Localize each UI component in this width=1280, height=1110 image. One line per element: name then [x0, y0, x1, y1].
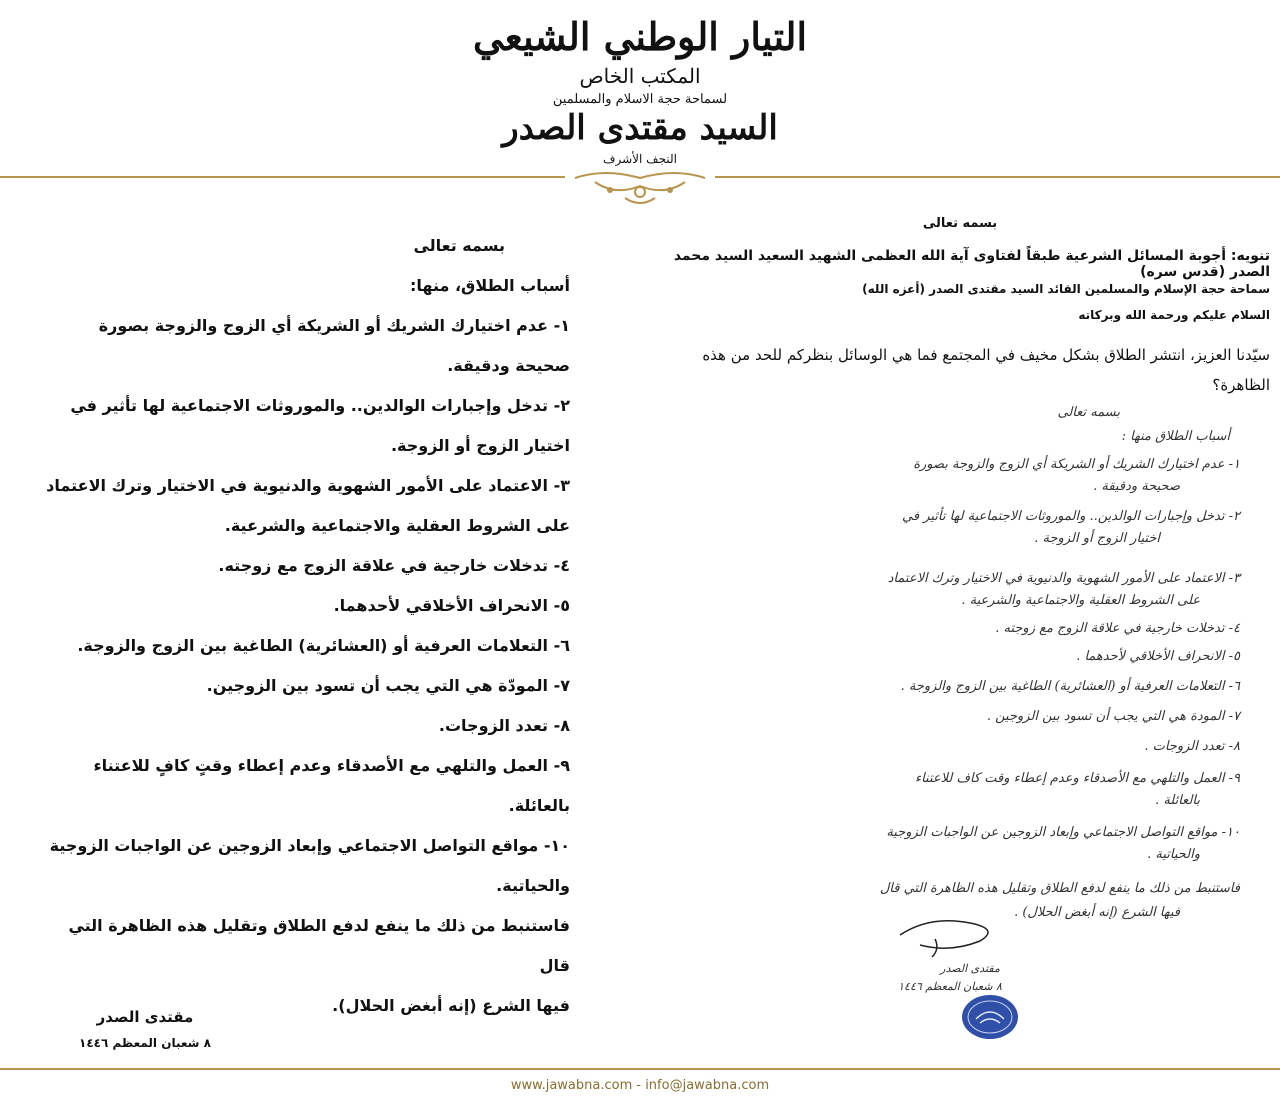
answer-line: والحياتية. [496, 876, 570, 895]
answer-line: ٩- العمل والتلهي مع الأصدقاء وعدم إعطاء وقتٍ كافٍ للاعتناء [93, 756, 570, 775]
answer-line: ١- عدم اختيارك الشريك أو الشريكة أي الزوج والزوجة بصورة [98, 316, 570, 335]
answer-line: فيها الشرع (إنه أبغض الحلال). [332, 996, 570, 1015]
answer-line: اختيار الزوج أو الزوجة. [390, 436, 570, 455]
handwritten-line: ١٠- مواقع التواصل الاجتماعي وإبعاد الزوجين عن الواجبات الزوجية [886, 825, 1240, 840]
handwritten-line: ٩- العمل والتلهي مع الأصدقاء وعدم إعطاء وقت كاف للاعتناء [914, 771, 1240, 786]
handwritten-line: ٣- الاعتماد على الأمور الشهوية والدنيوية في الاختيار وترك الاعتماد [887, 571, 1240, 586]
letterhead-city: النجف الأشرف [603, 152, 677, 166]
handwritten-line: ٤- تدخلات خارجية في علاقة الزوج مع زوجته . [995, 621, 1240, 636]
answer-signature-name: مقتدى الصدر [96, 1008, 194, 1026]
letterhead-name: السيد مقتدى الصدر [502, 108, 778, 148]
answer-basmala: بسمه تعالى [413, 236, 505, 255]
handwritten-line: ٢- تدخل وإجبارات الوالدين.. والموروثات الاجتماعية لها تأثير في [902, 509, 1240, 524]
handwritten-line: بالعائلة . [1155, 793, 1200, 808]
question-greeting: السلام عليكم ورحمة الله وبركاته [1078, 308, 1270, 322]
answer-line: ٧- المودّة هي التي يجب أن تسود بين الزوجين. [206, 676, 570, 695]
answer-line: ٨- تعدد الزوجات. [438, 716, 570, 735]
handwritten-line: والحياتية . [1147, 847, 1200, 862]
typed-answer [40, 226, 570, 1026]
answer-signature-date: ٨ شعبان المعظم ١٤٤٦ [79, 1036, 211, 1050]
footer-divider [0, 1068, 1280, 1070]
handwritten-line: ١- عدم اختيارك الشريك أو الشريكة أي الزوج والزوجة بصورة [913, 457, 1240, 472]
handwritten-line: ٨- تعدد الزوجات . [1144, 739, 1240, 754]
answer-line: ٦- التعلامات العرفية أو (العشائرية) الطاغية بين الزوج والزوجة. [77, 636, 570, 655]
handwritten-line: بسمه تعالى [1057, 405, 1120, 420]
handwritten-line: صحيحة ودقيقة . [1093, 479, 1180, 494]
answer-line: ١٠- مواقع التواصل الاجتماعي وإبعاد الزوجين عن الواجبات الزوجية [49, 836, 570, 855]
footer-contact: www.jawabna.com - info@jawabna.com [510, 1078, 770, 1093]
answer-line: على الشروط العقلية والاجتماعية والشرعية. [224, 516, 570, 535]
question-basmala: بسمه تعالى [922, 216, 998, 231]
handwritten-line: ٥- الانحراف الأخلاقي لأحدهما . [1076, 649, 1240, 664]
handwritten-line: ٦- التعلامات العرفية أو (العشائرية) الطاغية بين الزوج والزوجة . [900, 679, 1240, 694]
letterhead-honorific: لسماحة حجة الاسلام والمسلمين [552, 92, 728, 107]
answer-line: بالعائلة. [508, 796, 570, 815]
answer-line: صحيحة ودقيقة. [447, 356, 570, 375]
question-text: سيّدنا العزيز، انتشر الطلاق بشكل مخيف في المجتمع فما هي الوسائل بنظركم للحد من هذه الظاهرة؟ [702, 346, 1270, 394]
question-address: سماحة حجة الإسلام والمسلمين القائد السيد مقتدى الصدر (أعزه الله) [862, 282, 1270, 296]
letterhead-office: المكتب الخاص [579, 64, 701, 88]
handwritten-line: ٧- المودة هي التي يجب أن تسود بين الزوجين . [986, 709, 1240, 724]
handwritten-signature-name: مقتدى الصدر [940, 962, 1000, 975]
handwritten-line: أسباب الطلاق منها : [1121, 429, 1230, 444]
ornament-icon [565, 168, 715, 210]
handwritten-line: اختيار الزوج أو الزوجة . [1034, 531, 1160, 546]
answer-line: ٢- تدخل وإجبارات الوالدين.. والموروثات الاجتماعية لها تأثير في [70, 396, 570, 415]
question-notice: تنويه: أجوبة المسائل الشرعية طبقاً لفتاوى آية الله العظمى الشهيد السعيد السيد محمد الصدر (قدس سره) [673, 248, 1270, 280]
handwritten-line: على الشروط العقلية والاجتماعية والشرعية . [961, 593, 1200, 608]
signature-icon [880, 905, 1010, 965]
answer-line: ٤- تدخلات خارجية في علاقة الزوج مع زوجته. [218, 556, 570, 575]
answer-line: أسباب الطلاق، منها: [410, 276, 570, 295]
handwritten-line: فاستنبط من ذلك ما ينفع لدفع الطلاق وتقليل هذه الظاهرة التي قال [879, 881, 1240, 896]
answer-line: ٣- الاعتماد على الأمور الشهوية والدنيوية في الاختيار وترك الاعتماد [46, 476, 570, 495]
letterhead-title: التيار الوطني الشيعي [472, 14, 808, 59]
handwritten-signature-date: ٨ شعبان المعظم ١٤٤٦ [898, 980, 1002, 993]
seal-icon [960, 993, 1020, 1041]
answer-line: ٥- الانحراف الأخلاقي لأحدهما. [333, 596, 570, 615]
handwritten-line: فيها الشرع (إنه أبغض الحلال) . [1014, 905, 1180, 920]
answer-line: فاستنبط من ذلك ما ينفع لدفع الطلاق وتقليل هذه الظاهرة التي قال [68, 916, 570, 975]
